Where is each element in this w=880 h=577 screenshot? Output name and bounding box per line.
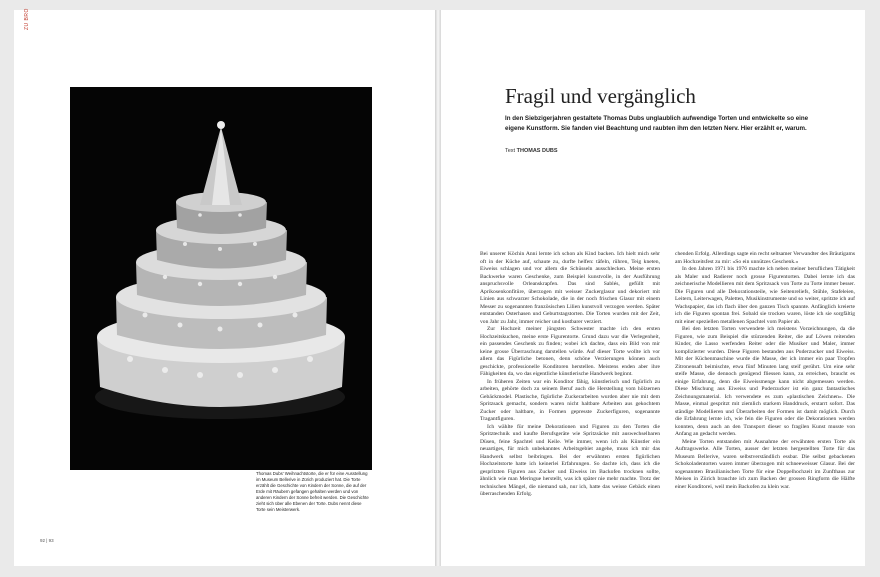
paragraph: chenden Erfolg. Allerdings sagte ein recht seltsamer Verwandter des Bräutigams am Hochzeitsfest zu mir: «So ein unnützes Geschenk.» [675,251,855,265]
text-column-1 [480,251,660,499]
article-headline: Fragil und vergänglich [505,84,696,108]
paragraph: In den Jahren 1971 bis 1976 machte ich neben meiner beruflichen Tätigkeit als Maler und Radierer noch grosse Figurentorten. Dabei lernte ich das zeichnerische Modellieren mit dem Spritzsack von Torte zu Torte immer besser. Die Figuren und alle Dekorationsteile, wie Seitenreliefs, Stühle, Stafeleien, Leitern, Leiterwagen, Paletten, Musikinstrumente und so weiter, spritzte ich auf Wachspapier, das ich flach über den ganzen Tisch spannte. Anfänglich kreierte ich die Figuren spontan frei. Sobald sie trocken waren, löste ich sie sorgfältig mit einer speziellen metallenen Spachtel vom Papier ab. [675,266,855,325]
article-byline [505,148,558,154]
byline-author: THOMAS DUBS [516,148,558,154]
text-column-2 [675,251,855,491]
paragraph: Meine Torten entstanden mit Ausnahme der erwähnten ersten Torte als Auftragswerke. Alle Torten, ausser der letzten hergestellten Torte für das Museum Bellerive, waren selbstverständlich essbar. Die selbst gebackenen Schokoladentorten waren immer überzogen mit schneeweisser Glasur. Bei der sogenannten Brasilianischen Torte für eine Doppelhochzeit im Zunfthaus zur Meisen in Zürich brauchte ich zum Backen der grossen Ringform die Hälfte einer Konditorei, weil mein Backofen zu klein war. [675,438,855,490]
photo-caption: Thomas Dubs' Weihnachtstorte, die er für eine Ausstellung im Museum Bellerive in Zürich produziert hat. Die Torte erzählt die Geschichte von Kindern der Sonne, die auf der Erde mit Räubern gefangen gehalten werden und von anderen Kindern der Sonne befreit werden. Die Geschichte zieht sich über alle Ebenen der Torte. Dubs nennt diese Torte sein Meisterwerk. [256,471,369,512]
section-label: ZU BRO [24,8,30,30]
article-intro: In den Siebzigerjahren gestaltete Thomas Dubs unglaublich aufwendige Torten und entwickelte so eine eigene Kunstform. Sie fanden viel Beachtung und raubten ihm den letzten Nerv. Hier erzählt er, warum. [505,115,809,132]
paragraph: In früheren Zeiten war ein Konditor fähig, künstlerisch und figürlich zu arbeiten, gehörte doch zu seinem Beruf auch die Herstellung vom hölzernen Gebäckmodel. Plastische, figürliche Zuckerarbeiten wurden aber nie mit dem Spritzsack gemacht, sondern waren nicht haltbare Arbeiten aus gekochtem Zucker oder haltbare, in Formen gepresste Zuckerfiguren, sogenannte Tragantfiguren. [480,378,660,422]
cake-photo [70,87,372,470]
book-gutter [435,10,441,566]
byline-prefix: Text [505,148,516,154]
paragraph: Zur Hochzeit meiner jüngsten Schwester machte ich den ersten Hochzeitskuchen, meine erste Figurentorte. Grund dazu war die Verlegenheit, ein passendes Geschenk zu finden; wobei ich dachte, dass ein Bild von mir keine grosse Überraschung darstellen würde. Auf dieser Torte wollte ich vor allem das Figürliche betonen, denn schöne Verzierungen können auch geschickte, professionelle Konditoren herstellen. Meistens enden aber ihre Fähigkeiten da, wo das eigentliche künstlerische Handwerk beginnt. [480,326,660,377]
paragraph: Ich wählte für meine Dekorationen und Figuren zu den Torten die Spritztechnik und kaufte Berufsgeräte wie Spritzsäcke mit auswechselbaren Düsen, feine Spachtel und Keile. Wie immer, wenn ich als Künstler ein neuartiges, für mich unbekanntes Arbeitsgebiet angehe, muss ich mir das Handwerk selbst beibringen. Bei der erwähnten ersten figürlichen Hochzeitstorte hatte ich keinerlei Erfahrungen. So dachte ich, dass ich die gespritzten Figuren aus Zucker und Eiweiss im Backofen trocknen sollte, ähnlich wie man Meringue herstellt, was ich später nie mehr machte. Trotz der technischen Mängel, die niemand sah, nur ich, hatte das weisse Gebäck einen überraschenden Erfolg. [480,423,660,497]
paragraph: Bei unserer Köchin Anni lernte ich schon als Kind backen. Ich hielt mich sehr oft in der Küche auf, schaute zu, durfte helfen: täfeln, rühren, Teig kneten, Eiweiss schlagen und vor allem die Schüsseln ausschlecken. Meine ersten Backwerke waren Geschenke, zum Beispiel kunstvolle, in der Ausführung anspruchsvolle Orleanskrapfen. Das sind Sablés, gefüllt mit Aprikosenkonfitüre, überzogen mit weisser Zuckerglasur und dekoriert mit Linien aus schwarzer Schokolade, die in der noch frischen Glasur mit einem Messer zu sogenannten französischen Lilien kunstvoll verzogen werden. Später entstanden Osterhasen und Geburtstagstorten. Die Torten wurden mit der Zeit, von Jahr zu Jahr, immer reicher und kostbarer verziert. [480,251,660,325]
page-number: 92 | 93 [40,538,54,543]
paragraph: Bei den letzten Torten verwendete ich meistens Vorzeichnungen, da die Figuren, wie zum Beispiel die stürzenden Reiter, die auf Löwen reitenden Kinder, die Lasso werfenden Reiter oder die Musiker und Maler, immer komplizierter wurden. Diese Figuren bestanden aus Puderzucker und Eiweiss. Mit der Küchenmaschine wurde die Masse, der ich immer ein paar Tropfen Zitronensaft beimischte, etwa fünf Minuten lang steif gerührt. Um eine sehr steife Masse, die dennoch genügend fliessen kann, zu erreichen, braucht es einige Erfahrung, denn die Eiweissmenge kann nicht abgemessen werden. Diese Mischung aus Eiweiss und Puderzucker ist ein ganz fantastisches Zeichnungsmaterial. Ich verwendete es zum «plastischen Zeichnen». Die Masse, einmal gespritzt mit ziemlich starkem Handdruck, erstarrt sofort. Das ständige Modellieren und Überarbeiten der Formen ist damit möglich. Durch die Erfahrung lernte ich, wie fein die Figuren oder die Dekorationen werden konnten, denn auch an den Transport dieser so fragilen Kunst musste von Anfang an gedacht werden. [675,326,855,437]
